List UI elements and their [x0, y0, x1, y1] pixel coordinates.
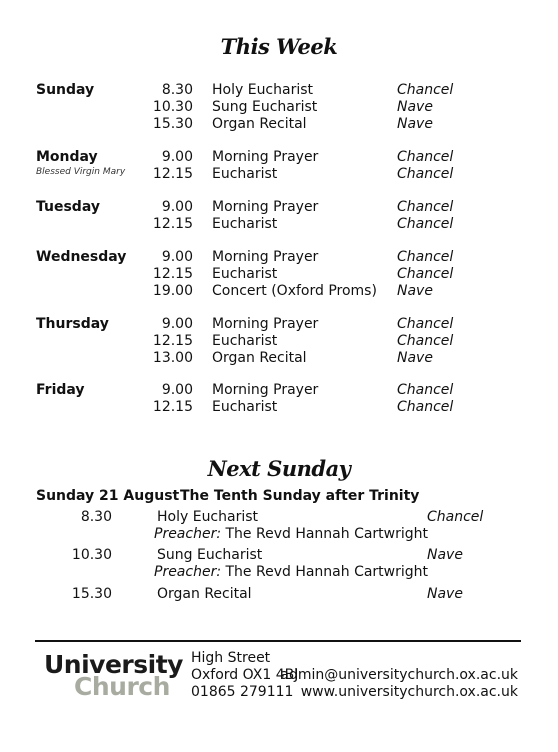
- preacher-name: The Revd Hannah Cartwright: [221, 526, 429, 542]
- service-row: [0, 116, 558, 133]
- service-row: [0, 99, 558, 116]
- service-row: [0, 166, 558, 183]
- service-location: Nave: [397, 116, 433, 132]
- day-name: Monday: [36, 149, 98, 165]
- service-time: 15.30: [71, 586, 112, 602]
- service-time: 13.00: [152, 350, 193, 366]
- service-name: Holy Eucharist: [157, 509, 259, 525]
- preacher-line: [154, 526, 428, 543]
- service-name: Sung Eucharist: [157, 547, 263, 563]
- service-name: Eucharist: [212, 166, 278, 182]
- service-name: Eucharist: [212, 266, 278, 282]
- service-location: Chancel: [397, 149, 454, 165]
- service-row: [0, 199, 558, 216]
- service-row: [0, 249, 558, 266]
- service-location: Chancel: [397, 166, 454, 182]
- service-time: 15.30: [152, 116, 193, 132]
- service-location: Chancel: [397, 249, 454, 265]
- contact-block: [280, 667, 518, 701]
- service-location: Nave: [427, 547, 463, 563]
- service-location: Nave: [397, 99, 433, 115]
- address-street: High Street: [191, 650, 271, 666]
- service-time: 10.30: [152, 99, 193, 115]
- service-time: 9.00: [161, 249, 193, 265]
- service-name: Morning Prayer: [212, 382, 319, 398]
- service-location: Chancel: [397, 399, 454, 415]
- email-link[interactable]: admin@universitychurch.ox.ac.uk: [280, 667, 518, 683]
- website-link[interactable]: www.universitychurch.ox.ac.uk: [300, 684, 518, 700]
- service-row: [0, 382, 558, 399]
- service-location: Chancel: [397, 199, 454, 215]
- service-time: 9.00: [161, 149, 193, 165]
- university-church-logo: [44, 650, 183, 701]
- service-row: [0, 283, 558, 300]
- service-time: 12.15: [152, 166, 193, 182]
- service-location: Chancel: [397, 333, 454, 349]
- this-week-heading: This Week: [220, 34, 338, 59]
- phone-number: 01865 279111: [191, 684, 294, 700]
- logo-line-university: University: [44, 650, 183, 679]
- preacher-label: Preacher:: [154, 526, 222, 542]
- service-location: Chancel: [397, 266, 454, 282]
- day-note: Blessed Virgin Mary: [36, 167, 126, 177]
- service-name: Organ Recital: [157, 586, 252, 602]
- service-time: 10.30: [71, 547, 112, 563]
- address-city: Oxford OX1 4BJ: [191, 667, 299, 683]
- service-time: 12.15: [152, 399, 193, 415]
- service-time: 9.00: [161, 382, 193, 398]
- service-row: [0, 266, 558, 283]
- service-name: Eucharist: [212, 216, 278, 232]
- service-location: Nave: [397, 350, 433, 366]
- service-row: [0, 333, 558, 350]
- service-location: Chancel: [397, 216, 454, 232]
- service-name: Morning Prayer: [212, 249, 319, 265]
- next-sunday-title: The Tenth Sunday after Trinity: [180, 488, 420, 504]
- service-location: Chancel: [427, 509, 484, 525]
- service-location: Nave: [427, 586, 463, 602]
- service-time: 8.30: [80, 509, 112, 525]
- day-name: Tuesday: [36, 199, 100, 215]
- service-name: Organ Recital: [212, 350, 307, 366]
- service-name: Eucharist: [212, 333, 278, 349]
- service-name: Eucharist: [212, 399, 278, 415]
- service-name: Morning Prayer: [212, 199, 319, 215]
- service-time: 19.00: [152, 283, 193, 299]
- service-row: [0, 149, 558, 166]
- day-name: Thursday: [36, 316, 109, 332]
- service-name: Morning Prayer: [212, 316, 319, 332]
- day-name: Friday: [36, 382, 85, 398]
- service-time: 9.00: [161, 199, 193, 215]
- service-location: Nave: [397, 283, 433, 299]
- service-name: Sung Eucharist: [212, 99, 318, 115]
- next-sunday-date: Sunday 21 August: [36, 488, 180, 504]
- logo-line-church: Church: [74, 672, 170, 701]
- service-time: 12.15: [152, 216, 193, 232]
- service-row: [0, 82, 558, 99]
- service-row: [0, 216, 558, 233]
- service-row: [0, 399, 558, 416]
- service-name: Holy Eucharist: [212, 82, 314, 98]
- service-time: 12.15: [152, 333, 193, 349]
- service-location: Chancel: [397, 382, 454, 398]
- footer-divider: [35, 640, 521, 642]
- preacher-label: Preacher:: [154, 564, 222, 580]
- next-sunday-heading: Next Sunday: [207, 456, 351, 481]
- preacher-name: The Revd Hannah Cartwright: [221, 564, 429, 580]
- service-row: [0, 350, 558, 367]
- service-name: Morning Prayer: [212, 149, 319, 165]
- service-time: 9.00: [161, 316, 193, 332]
- service-row: [0, 316, 558, 333]
- service-location: Chancel: [397, 316, 454, 332]
- service-name: Organ Recital: [212, 116, 307, 132]
- day-name: Wednesday: [36, 249, 127, 265]
- service-time: 12.15: [152, 266, 193, 282]
- service-location: Chancel: [397, 82, 454, 98]
- service-name: Concert (Oxford Proms): [212, 283, 377, 299]
- preacher-line: [154, 564, 428, 581]
- day-name: Sunday: [36, 82, 95, 98]
- service-time: 8.30: [161, 82, 193, 98]
